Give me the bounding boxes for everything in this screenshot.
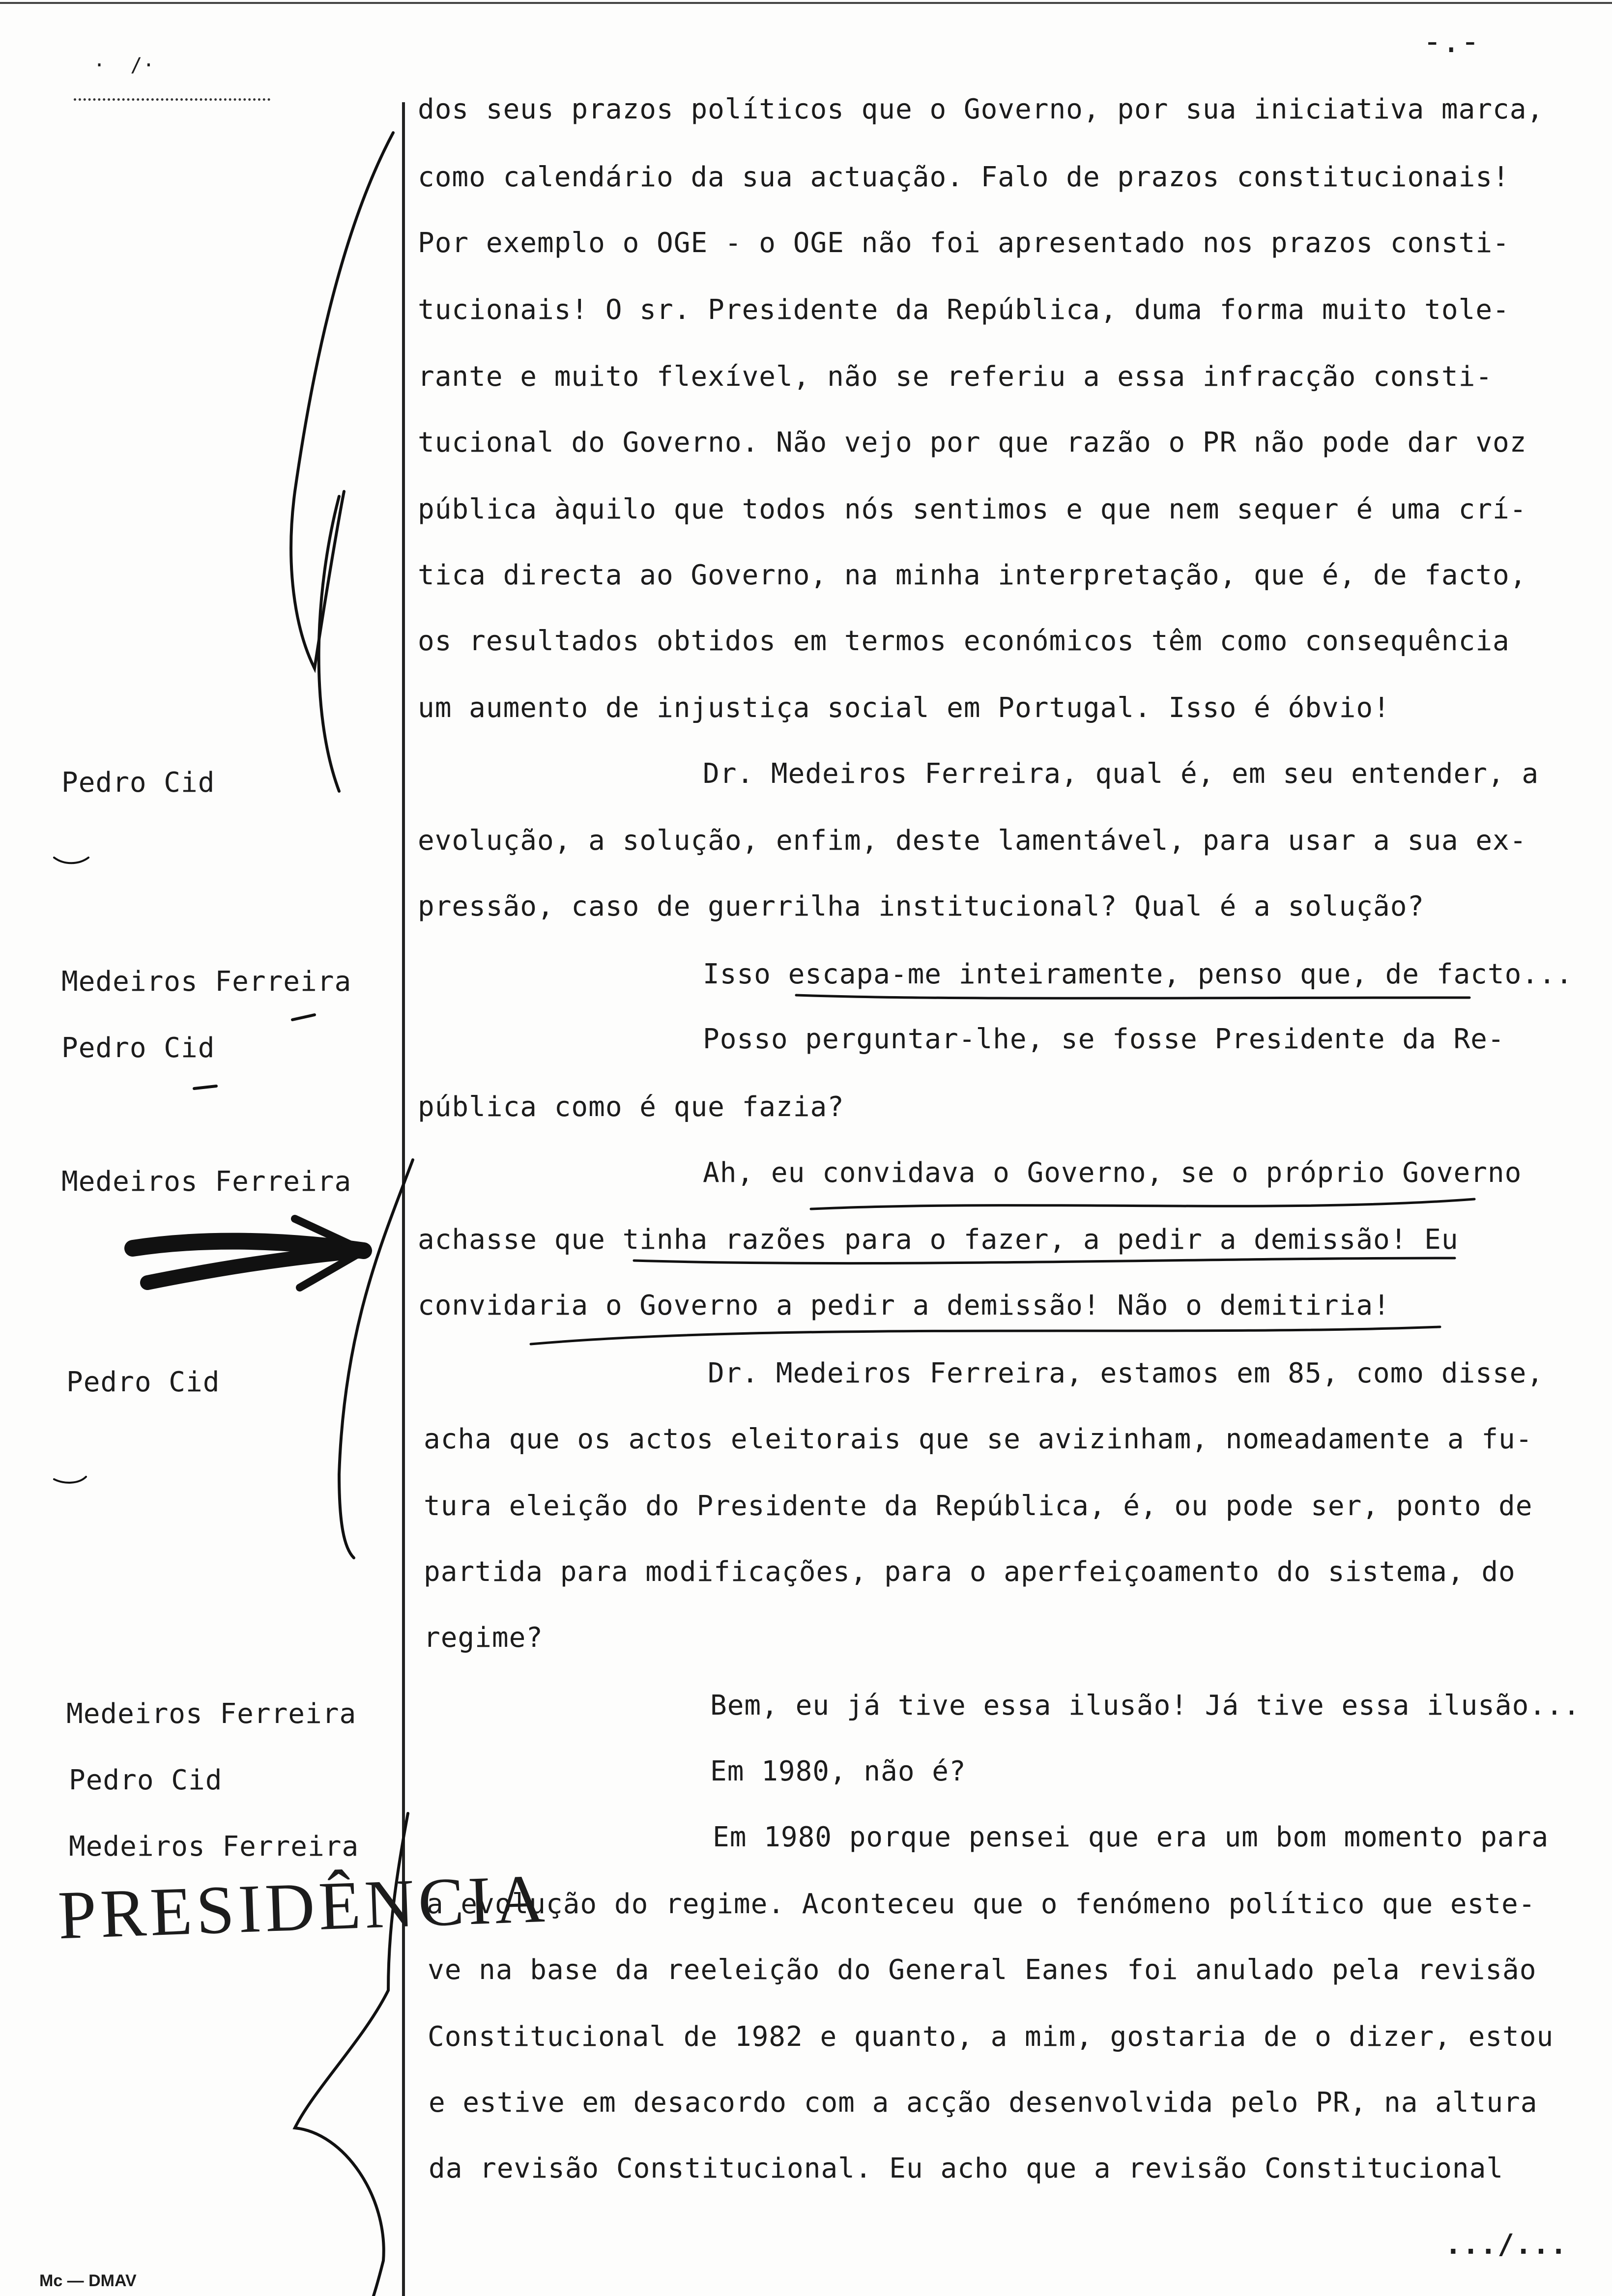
page-mark: -.- (1423, 24, 1480, 60)
text-line: Posso perguntar-lhe, se fosse Presidente da Re- (703, 1023, 1505, 1055)
text-line: rante e muito flexível, não se referiu a essa infracção consti- (418, 361, 1493, 393)
text-line: dos seus prazos políticos que o Governo, por sua iniciativa marca, (418, 93, 1544, 125)
text-underline (531, 1327, 1440, 1344)
handwritten-arrow (133, 1241, 364, 1251)
speaker-label: Medeiros Ferreira (61, 1166, 352, 1198)
text-line: Constitucional de 1982 e quanto, a mim, gostaria de o dizer, estou (428, 2021, 1554, 2053)
text-line: Bem, eu já tive essa ilusão! Já tive essa ilusão... (710, 1690, 1581, 1722)
text-line: como calendário da sua actuação. Falo de prazos constitucionais! (418, 161, 1510, 193)
text-line: tucionais! O sr. Presidente da República, duma forma muito tole- (418, 294, 1510, 326)
margin-bracket-stroke (291, 133, 393, 668)
text-line: Dr. Medeiros Ferreira, estamos em 85, como disse, (708, 1357, 1544, 1389)
text-line: Por exemplo o OGE - o OGE não foi apresentado nos prazos consti- (418, 227, 1510, 259)
text-line: acha que os actos eleitorais que se avizinham, nomeadamente a fu- (424, 1423, 1533, 1455)
speaker-tick (54, 1477, 86, 1483)
text-line: Ah, eu convidava o Governo, se o próprio Governo (703, 1157, 1522, 1189)
speaker-label: Pedro Cid (61, 1032, 215, 1064)
text-line: tica directa ao Governo, na minha interpretação, que é, de facto, (418, 559, 1527, 591)
text-line: e estive em desacordo com a acção desenvolvida pelo PR, na altura (429, 2087, 1538, 2119)
text-line: achasse que tinha razões para o fazer, a pedir a demissão! Eu (418, 1224, 1459, 1256)
text-line: a evolução do regime. Aconteceu que o fenómeno político que este- (427, 1888, 1536, 1920)
text-line: os resultados obtidos em termos económicos têm como consequência (418, 625, 1510, 657)
margin-bracket-stroke (319, 496, 339, 791)
margin-rule (402, 102, 405, 2296)
text-line: pública àquilo que todos nós sentimos e que nem sequer é uma crí- (418, 493, 1527, 525)
header-mark: · /· (93, 54, 155, 77)
speaker-label: Pedro Cid (61, 767, 215, 799)
text-line: Dr. Medeiros Ferreira, qual é, em seu entender, a (703, 758, 1539, 790)
text-line: pressão, caso de guerrilha institucional? Qual é a solução? (418, 890, 1425, 922)
text-underline (796, 995, 1469, 998)
speaker-tick (194, 1086, 216, 1089)
continuation-mark: .../... (1445, 2229, 1568, 2261)
top-border-line (0, 2, 1612, 4)
text-line: ve na base da reeleição do General Eanes foi anulado pela revisão (428, 1954, 1537, 1986)
speaker-label: Medeiros Ferreira (61, 966, 352, 998)
text-line: Em 1980, não é? (710, 1755, 966, 1787)
text-line: partida para modificações, para o aperfeiçoamento do sistema, do (424, 1556, 1516, 1588)
footer-code: Mc — DMAV (39, 2271, 137, 2290)
text-line: da revisão Constitucional. Eu acho que a revisão Constitucional (429, 2152, 1504, 2184)
text-line: Isso escapa-me inteiramente, penso que, de facto... (703, 958, 1573, 990)
text-underline (811, 1199, 1474, 1209)
text-underline (634, 1258, 1455, 1263)
header-dotted-rule (74, 98, 270, 101)
handwritten-note: PRESIDÊNCIA (57, 1860, 550, 1954)
speaker-label: Pedro Cid (69, 1764, 223, 1796)
handwritten-arrow (147, 1251, 364, 1283)
text-line: regime? (424, 1622, 544, 1654)
speaker-label: Medeiros Ferreira (69, 1831, 359, 1863)
speaker-label: Medeiros Ferreira (66, 1698, 357, 1730)
speaker-label: Pedro Cid (66, 1366, 220, 1398)
text-line: Em 1980 porque pensei que era um bom momento para (713, 1821, 1549, 1853)
text-line: tucional do Governo. Não vejo por que razão o PR não pode dar voz (418, 427, 1527, 459)
speaker-tick (54, 858, 88, 863)
speaker-tick (292, 1015, 315, 1020)
text-line: evolução, a solução, enfim, deste lamentável, para usar a sua ex- (418, 825, 1527, 857)
text-line: pública como é que fazia? (418, 1091, 844, 1123)
text-line: convidaria o Governo a pedir a demissão! Não o demitiria! (418, 1290, 1390, 1321)
text-line: um aumento de injustiça social em Portugal. Isso é óbvio! (418, 692, 1390, 724)
text-line: tura eleição do Presidente da República, é, ou pode ser, ponto de (424, 1490, 1533, 1522)
handwritten-arrow (295, 1219, 364, 1288)
